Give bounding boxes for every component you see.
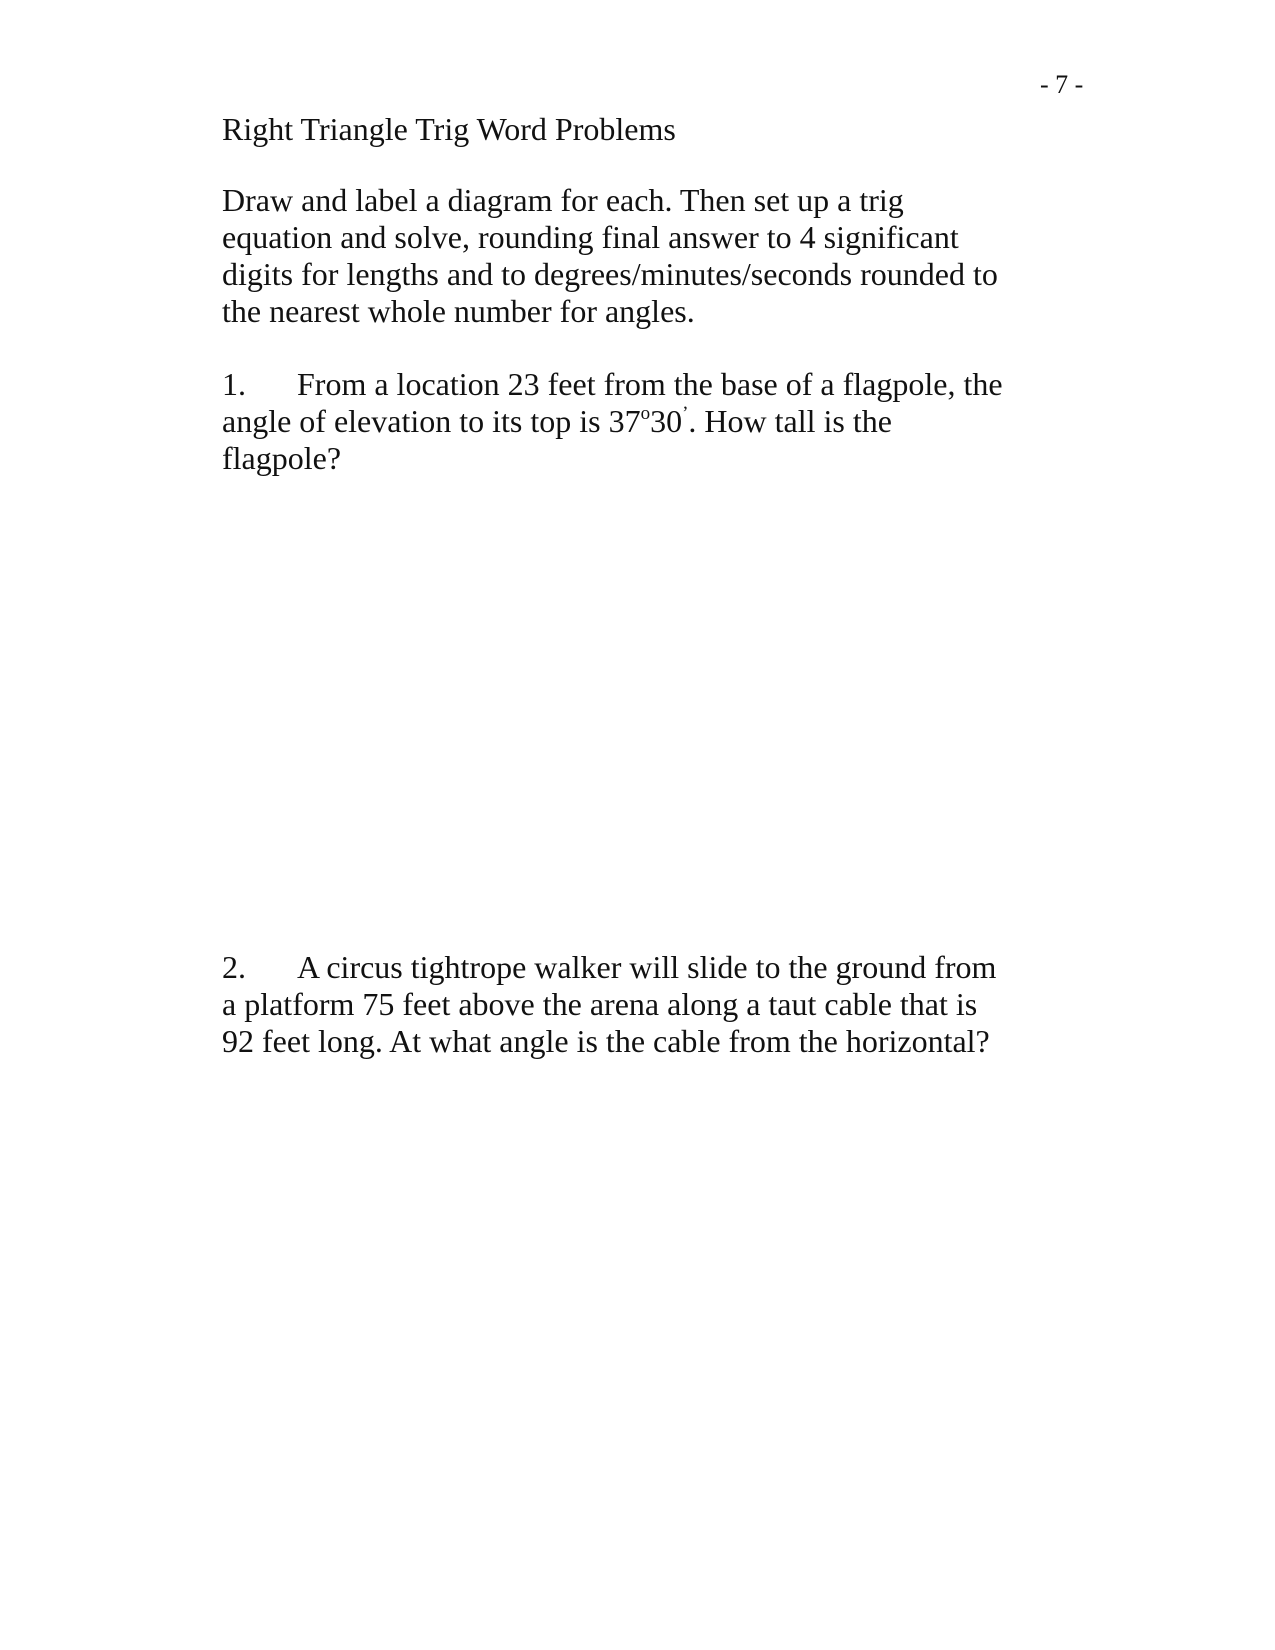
problem-number: 1. [222, 366, 246, 402]
page-title: Right Triangle Trig Word Problems [222, 111, 676, 147]
instructions-line: equation and solve, rounding final answer to 4 significant [222, 219, 959, 255]
problem-number: 2. [222, 949, 246, 985]
problem-text: . How tall is the [688, 403, 892, 439]
minute-mark: ’ [682, 403, 689, 424]
instructions-line: Draw and label a diagram for each. Then set up a trig [222, 182, 904, 218]
problem-text: angle of elevation to its top is 37 [222, 403, 641, 439]
page-number: - 7 - [1040, 70, 1084, 99]
degree-mark: o [640, 403, 651, 424]
problem-text: A circus tightrope walker will slide to the ground from [297, 949, 997, 985]
instructions-line: digits for lengths and to degrees/minutes/seconds rounded to [222, 256, 998, 292]
problem-text: From a location 23 feet from the base of a flagpole, the [297, 366, 1003, 402]
angle-minutes: 30 [650, 403, 683, 439]
problem-text: flagpole? [222, 440, 342, 476]
problem-text: 92 feet long. At what angle is the cable from the horizontal? [222, 1023, 990, 1059]
problem-text: a platform 75 feet above the arena along a taut cable that is [222, 986, 978, 1022]
instructions-line: the nearest whole number for angles. [222, 293, 695, 329]
